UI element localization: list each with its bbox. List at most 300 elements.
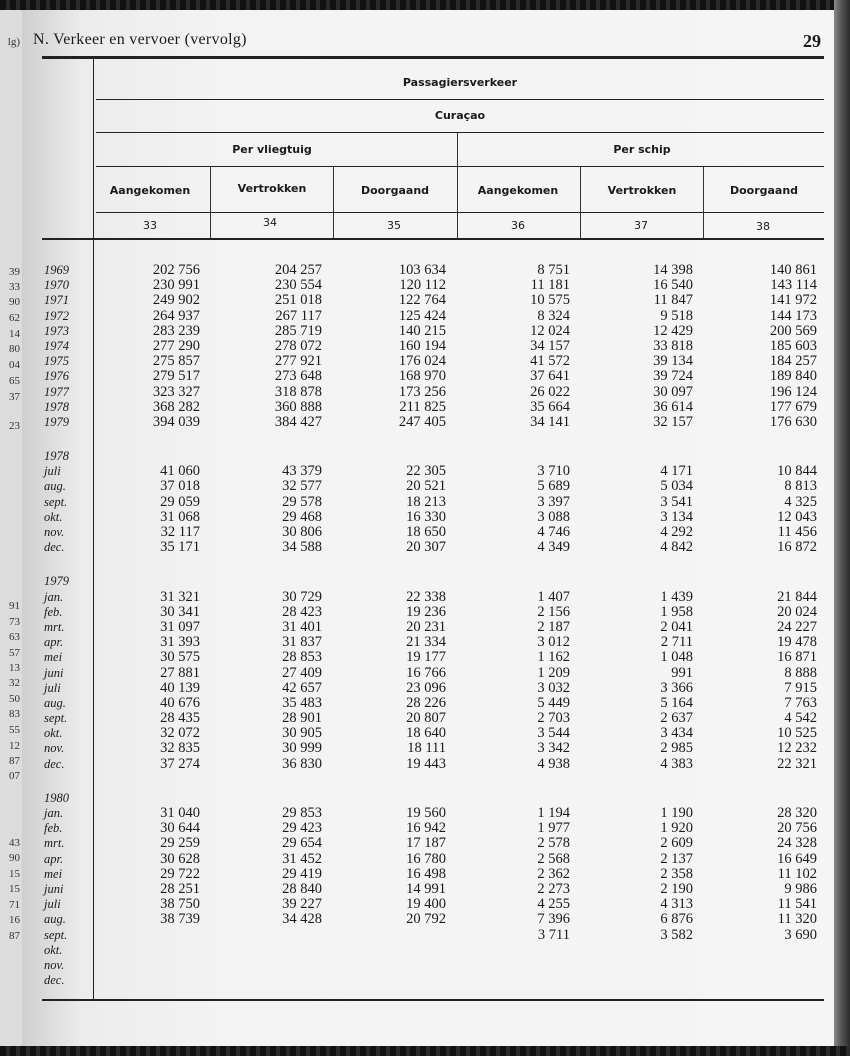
cell-col-35: 20 307 [406,539,446,556]
cell-col-34: 36 830 [282,755,322,772]
cell-col-37: 3 366 [660,679,693,696]
column-header: Vertrokken [607,184,677,197]
table-row [0,928,830,943]
table-row [0,540,830,555]
cell-col-37: 5 164 [660,694,693,711]
cell-col-36: 7 396 [537,911,570,928]
cell-col-35: 16 780 [406,850,446,867]
row-label: jan. [44,806,64,820]
cell-col-34: 30 729 [282,588,322,605]
cell-col-36: 37 641 [530,368,570,385]
col-divider [333,167,334,239]
row-label: mrt. [44,619,65,634]
row-label: juli [44,897,61,912]
mode-ship-header: Per schip [613,143,671,156]
cell-col-37: 3 134 [660,508,693,525]
cell-col-37: 2 041 [660,618,693,635]
cell-col-36: 1 162 [537,649,570,666]
cell-col-34: 34 428 [282,911,322,928]
adjacent-page-fragment: 07 [9,770,20,782]
cell-col-34: 204 257 [274,262,322,278]
cell-col-37: 30 097 [653,383,693,400]
cell-col-34: 30 905 [282,725,322,742]
cell-col-34: 30 999 [282,740,322,757]
table-row [0,666,830,681]
cell-col-35: 160 194 [398,337,446,354]
row-label: nov. [44,741,65,756]
cell-col-34: 29 419 [282,865,322,882]
table-row [0,605,830,620]
adjacent-page-fragment: 37 [9,391,20,403]
cell-col-35: 18 640 [406,725,446,742]
cell-col-38: 196 124 [769,383,817,400]
row-label: 1975 [44,354,69,369]
cell-col-36: 1 977 [537,820,570,837]
section-year-heading [0,791,830,806]
cell-col-33: 279 517 [152,368,200,385]
cell-col-37: 4 292 [660,524,693,540]
cell-col-37: 2 609 [660,835,693,852]
table-body [0,263,830,988]
cell-col-38: 9 986 [784,880,817,897]
table-row [0,821,830,836]
row-label: 1969 [44,263,69,277]
table-row [0,696,830,711]
cell-col-38: 11 541 [777,896,817,913]
cell-col-35: 19 236 [406,603,446,620]
cell-col-37: 12 429 [653,322,693,339]
row-label: jan. [44,589,64,604]
table-row [0,958,830,973]
year-heading-label: 1978 [44,449,69,464]
adjacent-page-fragment: 15 [9,883,20,895]
cell-col-35: 19 177 [406,649,446,666]
cell-col-35: 28 226 [406,694,446,711]
table-row [0,650,830,665]
cell-col-35: 16 942 [406,820,446,837]
column-number: 36 [511,219,525,232]
cell-col-33: 29 059 [160,493,200,510]
cell-col-37: 2 190 [660,880,693,897]
cell-col-35: 18 111 [407,740,446,757]
row-label: aug. [44,695,66,710]
cell-col-33: 29 722 [160,865,200,882]
cell-col-37: 39 134 [653,353,693,370]
row-label: 1979 [44,414,69,429]
cell-col-34: 29 468 [282,508,322,525]
cell-col-37: 32 157 [653,413,693,430]
table-row [0,324,830,339]
cell-col-37: 2 637 [660,710,693,727]
cell-col-33: 394 039 [152,413,200,430]
column-number: 33 [143,219,157,232]
cell-col-35: 120 112 [399,277,446,294]
cell-col-34: 28 853 [282,649,322,666]
cell-col-36: 5 689 [537,478,570,495]
adjacent-page-fragment: 62 [9,312,20,324]
running-title: N. Verkeer en vervoer (vervolg) [33,31,247,48]
cell-col-34: 42 657 [282,679,322,696]
cell-col-35: 22 305 [406,463,446,480]
row-label: sept. [44,711,68,726]
cell-col-35: 14 991 [406,880,446,897]
header-bottom-rule [42,238,824,240]
row-label: 1976 [44,369,69,384]
table-row [0,882,830,897]
cell-col-36: 4 938 [537,755,570,772]
table-row [0,635,830,650]
cell-col-37: 1 439 [660,588,693,605]
column-header: Aangekomen [477,184,559,197]
section-year-heading [0,449,830,464]
cell-col-34: 39 227 [282,896,322,913]
cell-col-33: 31 040 [160,805,200,821]
table-row [0,354,830,369]
cell-col-38: 4 325 [784,493,817,510]
cell-col-37: 1 920 [660,820,693,837]
table-row [0,726,830,741]
table-row [0,309,830,324]
adjacent-page-fragment: 55 [9,724,20,736]
cell-col-38: 8 888 [784,664,817,681]
cell-col-33: 323 327 [152,383,200,400]
table-section [0,791,830,988]
cell-col-34: 27 409 [282,664,322,681]
cell-col-34: 35 483 [282,694,322,711]
cell-col-38: 12 043 [777,508,817,525]
cell-col-34: 277 921 [274,353,322,370]
row-label: 1971 [44,293,69,308]
cell-col-33: 31 068 [160,508,200,525]
cell-col-33: 32 117 [160,524,200,540]
cell-col-35: 20 807 [406,710,446,727]
cell-col-37: 36 614 [653,398,693,415]
adjacent-page-fragment: 83 [9,708,20,720]
cell-col-35: 16 766 [406,664,446,681]
column-number: 37 [634,219,648,232]
cell-col-36: 3 012 [537,634,570,651]
table-row [0,495,830,510]
cell-col-33: 27 881 [160,664,200,681]
adjacent-page-fragment: 80 [9,343,20,355]
cell-col-36: 3 711 [537,926,570,943]
cell-col-34: 267 117 [275,307,322,324]
row-label: sept. [44,494,68,509]
cell-col-35: 23 096 [406,679,446,696]
row-label: 1974 [44,338,69,353]
cell-col-33: 230 991 [152,277,200,294]
row-label: feb. [44,604,63,619]
adjacent-page-fragment: 14 [9,328,20,340]
cell-col-37: 3 582 [660,926,693,943]
table-section [0,263,830,430]
cell-col-37: 14 398 [653,262,693,278]
row-label: mrt. [44,836,65,851]
cell-col-38: 11 456 [777,524,817,540]
adjacent-page-fragment: 12 [9,740,20,752]
cell-col-38: 189 840 [769,368,817,385]
adjacent-page-fragment: 73 [9,616,20,628]
cell-col-35: 18 213 [406,493,446,510]
table-row [0,681,830,696]
cell-col-34: 273 648 [274,368,322,385]
cell-col-34: 285 719 [274,322,322,339]
table-row [0,806,830,821]
cell-col-37: 4 313 [660,896,693,913]
cell-col-33: 249 902 [152,292,200,309]
cell-col-38: 28 320 [777,805,817,821]
cell-col-36: 4 349 [537,539,570,556]
row-label: juni [44,665,64,680]
cell-col-34: 31 452 [282,850,322,867]
cell-col-33: 37 274 [160,755,200,772]
row-label: mei [44,866,63,881]
cell-col-36: 2 362 [537,865,570,882]
row-label: juni [44,881,64,896]
cell-col-34: 28 840 [282,880,322,897]
cell-col-35: 19 560 [406,805,446,821]
cell-col-38: 24 227 [777,618,817,635]
cell-col-37: 6 876 [660,911,693,928]
row-label: juli [44,464,61,479]
row-label: 1970 [44,278,69,293]
row-label: dec. [44,540,65,555]
cell-col-35: 140 215 [398,322,446,339]
cell-col-38: 20 024 [777,603,817,620]
cell-col-35: 16 498 [406,865,446,882]
row-label: okt. [44,726,63,741]
column-header: Doorgaand [729,184,799,197]
cell-col-33: 38 750 [160,896,200,913]
rule [96,166,824,167]
adjacent-page-fragment: 15 [9,868,20,880]
cell-col-37: 9 518 [660,307,693,324]
cell-col-35: 125 424 [398,307,446,324]
book-spine-edge [834,0,850,1056]
cell-col-36: 10 575 [530,292,570,309]
cell-col-35: 122 764 [398,292,446,309]
adjacent-page-fragment: 65 [9,375,20,387]
cell-col-35: 176 024 [398,353,446,370]
cell-col-38: 7 763 [784,694,817,711]
cell-col-37: 2 137 [660,850,693,867]
row-label: 1977 [44,384,69,399]
row-label: juli [44,680,61,695]
cell-col-33: 368 282 [152,398,200,415]
cell-col-37: 11 847 [653,292,693,309]
cell-col-33: 41 060 [160,463,200,480]
cell-col-36: 2 703 [537,710,570,727]
cell-col-34: 43 379 [282,463,322,480]
cell-col-38: 16 872 [777,539,817,556]
cell-col-36: 34 141 [530,413,570,430]
rule [96,132,824,133]
cell-col-37: 16 540 [653,277,693,294]
cell-col-36: 26 022 [530,383,570,400]
cell-col-33: 31 321 [160,588,200,605]
column-number: 35 [387,219,401,232]
row-label: 1978 [44,399,69,414]
cell-col-35: 19 443 [406,755,446,772]
table-row [0,479,830,494]
mode-air-header: Per vliegtuig [232,143,312,156]
cell-col-36: 3 544 [537,725,570,742]
adjacent-page-fragment: 23 [9,420,20,432]
cell-col-35: 21 334 [406,634,446,651]
scan-bottom-edge [0,1046,850,1056]
table-row [0,973,830,988]
adjacent-page-fragment: 13 [9,662,20,674]
table-row [0,464,830,479]
table-row [0,369,830,384]
cell-col-38: 11 320 [777,911,817,928]
cell-col-38: 3 690 [784,926,817,943]
cell-col-35: 22 338 [406,588,446,605]
cell-col-38: 12 232 [777,740,817,757]
cell-col-33: 32 835 [160,740,200,757]
scan-top-edge [0,0,850,10]
cell-col-37: 2 358 [660,865,693,882]
adjacent-page-fragment: 71 [9,899,20,911]
table-row [0,400,830,415]
cell-col-34: 34 588 [282,539,322,556]
cell-col-35: 17 187 [406,835,446,852]
cell-col-33: 30 628 [160,850,200,867]
column-header: Doorgaand [360,184,430,197]
table-row [0,836,830,851]
cell-col-36: 8 324 [537,307,570,324]
cell-col-36: 1 407 [537,588,570,605]
table-row [0,741,830,756]
cell-col-35: 20 521 [406,478,446,495]
row-label: dec. [44,973,65,988]
row-label: aug. [44,912,66,927]
adjacent-page-fragment: 90 [9,296,20,308]
row-label: nov. [44,957,65,972]
table-section [0,449,830,555]
cell-col-38: 16 649 [777,850,817,867]
cell-col-33: 277 290 [152,337,200,354]
cell-col-34: 32 577 [282,478,322,495]
cell-col-36: 3 088 [537,508,570,525]
column-header: Vertrokken [237,182,307,195]
cell-col-36: 3 710 [537,463,570,480]
adjacent-page-fragment: 90 [9,852,20,864]
cell-col-36: 2 187 [537,618,570,635]
cell-col-36: 3 342 [537,740,570,757]
cell-col-37: 1 048 [660,649,693,666]
cell-col-34: 230 554 [274,277,322,294]
cell-col-36: 41 572 [530,353,570,370]
top-rule [42,56,824,59]
cell-col-37: 991 [671,664,693,681]
cell-col-34: 28 423 [282,603,322,620]
cell-col-38: 177 679 [769,398,817,415]
cell-col-34: 318 878 [274,383,322,400]
page-number: 29 [803,31,821,51]
cell-col-33: 28 435 [160,710,200,727]
cell-col-37: 3 434 [660,725,693,742]
cell-col-34: 29 578 [282,493,322,510]
section-year-heading [0,574,830,589]
adjacent-page-fragment: 91 [9,600,20,612]
cell-col-34: 29 423 [282,820,322,837]
adjacent-page-fragment: 87 [9,930,20,942]
cell-col-33: 40 139 [160,679,200,696]
col-divider [703,167,704,239]
cell-col-33: 202 756 [152,262,200,278]
cell-col-38: 144 173 [769,307,817,324]
cell-col-36: 1 194 [537,805,570,821]
cell-col-33: 30 341 [160,603,200,620]
cell-col-36: 11 181 [530,277,570,294]
column-number: 38 [756,220,770,233]
table-section [0,574,830,771]
cell-col-36: 35 664 [530,398,570,415]
row-label: mei [44,650,63,665]
cell-col-37: 33 818 [653,337,693,354]
cell-col-37: 1 958 [660,603,693,620]
cell-col-37: 39 724 [653,368,693,385]
cell-col-36: 3 032 [537,679,570,696]
cell-col-36: 2 273 [537,880,570,897]
cell-col-37: 2 985 [660,740,693,757]
row-label: apr. [44,851,64,866]
cell-col-38: 19 478 [777,634,817,651]
cell-col-34: 31 401 [282,618,322,635]
cell-col-37: 4 171 [660,463,693,480]
adjacent-page-fragment: 63 [9,631,20,643]
cell-col-35: 18 650 [406,524,446,540]
cell-col-33: 30 575 [160,649,200,666]
year-heading-label: 1979 [44,574,69,589]
table-row [0,525,830,540]
cell-col-36: 4 255 [537,896,570,913]
table-row [0,293,830,308]
island-header: Curaçao [434,109,486,122]
cell-col-36: 2 568 [537,850,570,867]
cell-col-37: 5 034 [660,478,693,495]
row-label: dec. [44,756,65,771]
row-label: aug. [44,479,66,494]
cell-col-35: 168 970 [398,368,446,385]
rule [96,99,824,100]
cell-col-38: 8 813 [784,478,817,495]
column-number: 34 [263,216,277,229]
adjacent-page-fragment: 04 [9,359,20,371]
bottom-rule [42,999,824,1001]
cell-col-38: 7 915 [784,679,817,696]
cell-col-38: 185 603 [769,337,817,354]
table-row [0,385,830,400]
cell-col-33: 31 393 [160,634,200,651]
cell-col-38: 143 114 [770,277,817,294]
table-row [0,510,830,525]
cell-col-35: 19 400 [406,896,446,913]
cell-col-38: 20 756 [777,820,817,837]
cell-col-35: 211 825 [399,398,446,415]
column-header: Aangekomen [109,184,191,197]
cell-col-33: 37 018 [160,478,200,495]
cell-col-37: 4 842 [660,539,693,556]
cell-col-34: 31 837 [282,634,322,651]
row-label: sept. [44,927,68,942]
cell-col-33: 29 259 [160,835,200,852]
cell-col-35: 20 231 [406,618,446,635]
cell-col-38: 10 844 [777,463,817,480]
cell-col-33: 35 171 [160,539,200,556]
cell-col-38: 176 630 [769,413,817,430]
